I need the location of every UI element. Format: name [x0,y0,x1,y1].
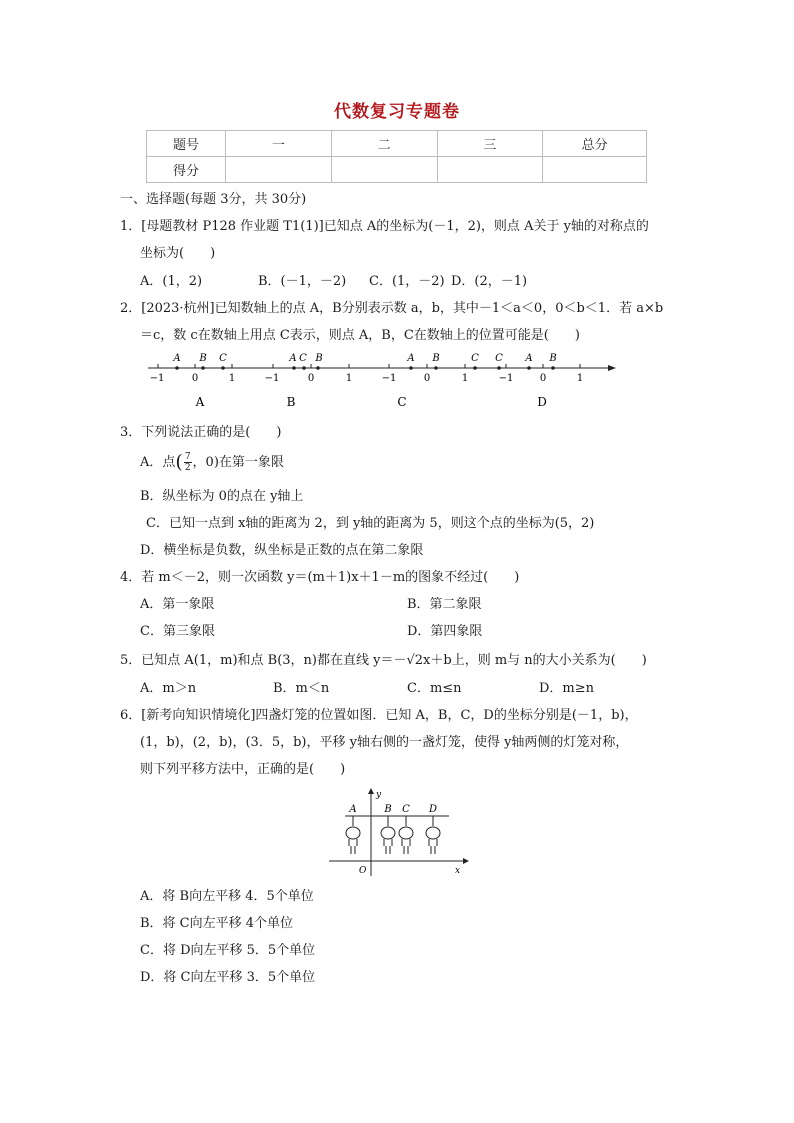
point-label-c: C [402,804,410,815]
x-axis-label: x [455,866,461,876]
y-axis-arrow [368,788,374,794]
q3-option-b: B．纵坐标为 0的点在 y轴上 [140,489,304,504]
page-title: 代数复习专题卷 [334,102,460,122]
tick-label: −1 [264,373,280,384]
score-table-header-row [147,131,647,157]
label-c: C [471,353,479,364]
option-label: C [397,395,407,409]
option-label: A [195,395,205,409]
q1-option-a: A．(1，2) [140,274,203,289]
lantern-b [381,804,395,854]
q4-option-d: D．第四象限 [407,624,483,639]
number-line-c [382,353,480,409]
score-header-cell: 总分 [543,131,647,157]
option-label: B [286,395,296,409]
tick-label: −1 [498,373,514,384]
q2-number-lines [140,348,620,414]
tick-label: 1 [576,373,584,384]
q3-option-a-suffix: ，0)在第一象限 [192,455,284,470]
point [292,366,296,370]
q5-option-d: D．m≥n [539,681,595,696]
tick-label: 1 [345,373,353,384]
q1-option-c: C．(1，－2) [369,274,445,289]
q3-option-d: D．横坐标是负数，纵坐标是正数的点在第二象限 [140,543,424,558]
score-header-cell: 一 [226,131,332,157]
score-cell [331,157,437,183]
origin-label: O [359,866,367,876]
q5-option-c: C．m≤n [407,681,462,696]
label-a: A [289,353,297,364]
lantern-d [426,804,440,854]
tick-label: 0 [307,373,315,384]
q5-option-b: B．m＜n [273,681,330,696]
number-line-a [150,353,236,409]
label-b: B [549,353,557,364]
point [409,366,413,370]
fraction-denominator: 2 [184,463,191,473]
q6-stem-line1: 6．[新考向知识情境化]四盏灯笼的位置如图．已知 A，B，C，D的坐标分别是(－1，b)， [120,708,638,723]
q4-option-c: C．第三象限 [140,624,215,639]
score-cell [437,157,543,183]
label-c: C [219,353,227,364]
point [316,366,320,370]
score-header-cell: 三 [437,131,543,157]
label-b: B [315,353,323,364]
score-row-label: 得分 [147,157,226,183]
q1-option-d: D．(2，－1) [451,274,528,289]
score-table [146,130,647,183]
fraction [184,452,192,473]
q4-stem: 4．若 m＜－2，则一次函数 y＝(m＋1)x＋1－m的图象不经过( ) [120,570,520,585]
label-a: A [173,353,181,364]
point [551,366,555,370]
score-table-score-row [147,157,647,183]
tick-label: 1 [461,373,469,384]
q5-option-a: A．m＞n [140,681,197,696]
q6-stem-line2: (1，b)，(2，b)，(3．5，b)，平移 y轴右侧的一盏灯笼，使得 y轴两侧的灯笼对称， [140,735,629,750]
tick-label: 0 [539,373,547,384]
q4-option-b: B．第二象限 [407,597,482,612]
score-header-cell: 题号 [147,131,226,157]
lantern-a [346,804,360,854]
q6-lantern-figure [325,786,470,878]
label-a: A [407,353,415,364]
label-b: B [432,353,440,364]
q2-stem-line1: 2．[2023·杭州]已知数轴上的点 A，B分别表示数 a，b，其中－1＜a＜0，0＜b＜1．若 a×b [120,301,664,316]
number-line-b [265,353,353,409]
point-label-b: B [384,804,392,815]
point-label-d: D [428,804,438,815]
point [221,366,225,370]
point [434,366,438,370]
q6-option-b: B．将 C向左平移 4个单位 [140,916,294,931]
y-axis-label: y [376,790,382,800]
point-label-a: A [349,804,357,815]
q1-stem-line2: 坐标为( ) [140,246,216,261]
option-label: D [537,395,547,409]
q6-stem-line3: 则下列平移方法中，正确的是( ) [140,762,346,777]
point [302,366,306,370]
label-c: C [495,353,503,364]
point [527,366,531,370]
axis-arrow [608,365,616,371]
q6-option-d: D．将 C向左平移 3．5个单位 [140,970,316,985]
q6-option-a: A．将 B向左平移 4．5个单位 [140,889,314,904]
q3-option-a-prefix: A．点 [140,455,176,470]
tick-label: 0 [191,373,199,384]
x-axis-arrow [463,858,469,864]
label-c: C [299,353,307,364]
tick-label: −1 [149,373,165,384]
q3-option-a [140,451,284,473]
tick-label: −1 [381,373,397,384]
fraction-numerator: 7 [184,452,191,462]
q3-option-c: C．已知一点到 x轴的距离为 2，到 y轴的距离为 5，则这个点的坐标为(5，2) [146,516,595,531]
q6-option-c: C．将 D向左平移 5．5个单位 [140,943,316,958]
q3-stem: 3．下列说法正确的是( ) [120,425,282,440]
score-cell [543,157,647,183]
q2-stem-line2: ＝c，数 c在数轴上用点 C表示，则点 A，B，C在数轴上的位置可能是( ) [140,328,580,343]
q1-option-b: B．(－1，－2) [258,274,347,289]
lantern-c [399,804,413,854]
score-cell [226,157,332,183]
label-a: A [525,353,533,364]
section-heading: 一、选择题(每题 3分，共 30分) [120,192,307,207]
q5-stem: 5．已知点 A(1，m)和点 B(3，n)都在直线 y＝－√2x＋b上，则 m与 n的大小关系为( ) [120,653,647,668]
label-b: B [199,353,207,364]
tick-label: 1 [228,373,236,384]
point [175,366,179,370]
point [201,366,205,370]
q1-stem-line1: 1．[母题教材 P128 作业题 T1(1)]已知点 A的坐标为(－1，2)，则点 A关于 y轴的对称点的 [120,219,649,234]
tick-label: 0 [423,373,431,384]
q4-option-a: A．第一象限 [140,597,215,612]
point [473,366,477,370]
number-line-d [495,353,583,409]
score-header-cell: 二 [331,131,437,157]
point [497,366,501,370]
left-paren: ( [175,451,183,473]
